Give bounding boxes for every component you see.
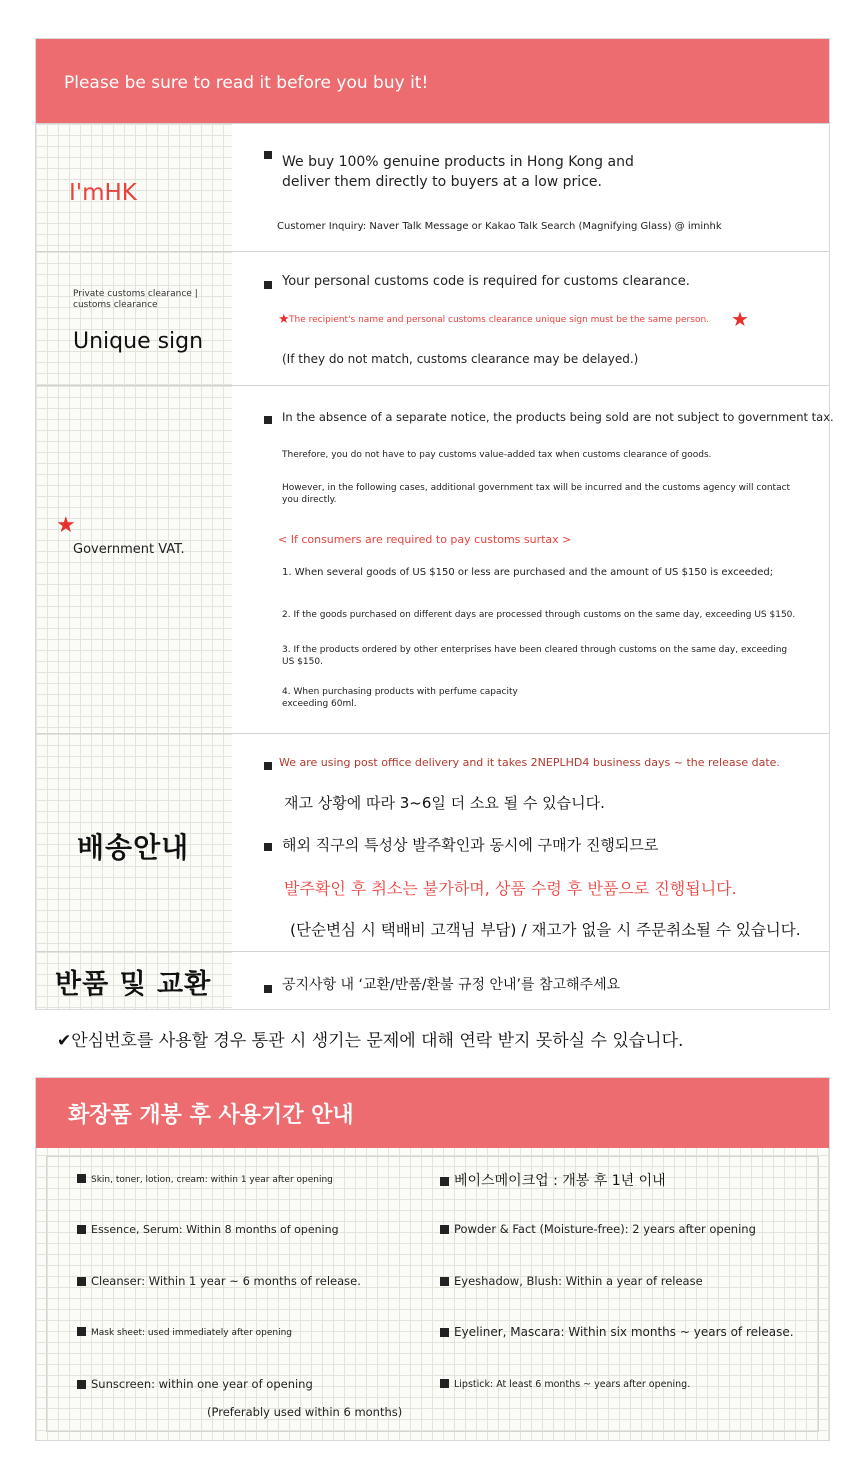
row-delivery-content <box>232 734 829 951</box>
bullet-icon <box>440 1379 449 1388</box>
row-imhk-content <box>232 124 829 251</box>
row-delivery <box>36 733 829 951</box>
shelf-item-label: Powder & Fact (Moisture-free): 2 years after opening <box>454 1222 756 1236</box>
bullet-icon <box>264 416 272 424</box>
row-imhk-label-cell <box>36 124 232 251</box>
customs-small-label-2: customs clearance <box>73 300 158 310</box>
shelf-left-note: (Preferably used within 6 months) <box>207 1405 403 1419</box>
row-unique-label-cell <box>36 252 232 385</box>
customs-small-label-1: Private customs clearance | <box>73 289 198 299</box>
unique-sign-label: Unique sign <box>73 329 204 354</box>
shelf-item-label: 베이스메이크업 : 개봉 후 1년 이내 <box>454 1173 666 1189</box>
star-icon: ★ <box>278 312 290 327</box>
shelf-item-label: Cleanser: Within 1 year ~ 6 months of release. <box>91 1274 361 1288</box>
shelf-item-label: Sunscreen: within one year of opening <box>91 1377 313 1391</box>
vat-line-3a: However, in the following cases, additional government tax will be incurred and the customs agency will contact <box>282 483 791 493</box>
shelf-item-left <box>77 1274 361 1288</box>
bullet-icon <box>440 1177 449 1186</box>
row-imhk <box>36 123 829 251</box>
star-icon: ★ <box>731 307 749 331</box>
shelf-item-right <box>440 1170 666 1190</box>
vat-case-3b: US $150. <box>282 657 323 667</box>
bullet-icon <box>77 1225 86 1234</box>
safe-number-note: ✔안심번호를 사용할 경우 통관 시 생기는 문제에 대해 연락 받지 못하실 수 있습니다. <box>57 1031 684 1051</box>
bullet-icon <box>77 1277 86 1286</box>
delivery-label: 배송안내 <box>77 831 190 864</box>
row-unique-sign <box>36 251 829 385</box>
bullet-icon <box>264 151 272 159</box>
bullet-icon <box>264 281 272 289</box>
row-vat-label-cell <box>36 386 232 733</box>
star-icon: ★ <box>56 513 76 538</box>
shelf-item-right <box>440 1274 703 1288</box>
shelf-item-left <box>77 1174 333 1185</box>
vat-case-3a: 3. If the products ordered by other enterprises have been cleared through customs on the same day, exceeding <box>282 645 788 655</box>
delivery-line-3: 해외 직구의 특성상 발주확인과 동시에 구매가 진행되므로 <box>282 836 659 854</box>
shelf-life-section <box>35 1077 830 1441</box>
shelf-item-label: Eyeshadow, Blush: Within a year of release <box>454 1274 703 1288</box>
shelf-item-right <box>440 1325 794 1339</box>
unique-note: (If they do not match, customs clearance may be delayed.) <box>282 352 639 366</box>
shelf-item-label: Mask sheet: used immediately after opening <box>91 1328 293 1338</box>
delivery-line-1: We are using post office delivery and it takes 2NEPLHD4 business days ~ the release date. <box>279 756 780 769</box>
shelf-item-right <box>440 1379 690 1390</box>
bullet-icon <box>440 1225 449 1234</box>
delivery-line-2: 재고 상황에 따라 3~6일 더 소요 될 수 있습니다. <box>284 794 605 812</box>
shelf-item-left <box>77 1327 292 1338</box>
notice-banner-text: Please be sure to read it before you buy it! <box>64 73 429 93</box>
imhk-label: I'mHK <box>69 180 137 206</box>
bullet-icon <box>440 1277 449 1286</box>
delivery-line-5: (단순변심 시 택배비 고객님 부담) / 재고가 없을 시 주문취소될 수 있습니다. <box>290 921 801 939</box>
vat-line-2: Therefore, you do not have to pay customs value-added tax when customs clearance of goods. <box>282 450 712 460</box>
row-delivery-label-cell <box>36 734 232 951</box>
row-returns <box>36 951 829 1009</box>
vat-case-4a: 4. When purchasing products with perfume capacity <box>282 687 518 697</box>
bullet-icon <box>77 1174 86 1183</box>
notice-section <box>35 38 834 1010</box>
shelf-item-right <box>440 1222 756 1236</box>
imhk-line-2: deliver them directly to buyers at a low price. <box>282 174 602 190</box>
vat-case-1: 1. When several goods of US $150 or less are purchased and the amount of US $150 is exceeded; <box>282 567 774 578</box>
imhk-line-1: We buy 100% genuine products in Hong Kong and <box>282 154 634 170</box>
returns-label: 반품 및 교환 <box>55 969 212 1000</box>
unique-warning: The recipient's name and personal customs clearance unique sign must be the same person. <box>289 315 710 325</box>
shelf-life-list <box>46 1156 819 1432</box>
vat-surtax-heading: < If consumers are required to pay customs surtax > <box>278 533 572 546</box>
shelf-item-label: Lipstick: At least 6 months ~ years after opening. <box>454 1379 691 1390</box>
unique-line-1: Your personal customs code is required for customs clearance. <box>282 274 690 289</box>
bullet-icon <box>264 843 272 851</box>
shelf-life-title: 화장품 개봉 후 사용기간 안내 <box>68 1103 354 1128</box>
row-unique-content <box>232 252 829 385</box>
bullet-icon <box>440 1328 449 1337</box>
shelf-item-left <box>77 1377 313 1391</box>
row-returns-content <box>232 952 829 1009</box>
delivery-line-4: 발주확인 후 취소는 불가하며, 상품 수령 후 반품으로 진행됩니다. <box>284 879 737 898</box>
vat-label: Government VAT. <box>73 542 185 557</box>
vat-line-1: In the absence of a separate notice, the products being sold are not subject to government tax. <box>282 410 834 424</box>
imhk-inquiry: Customer Inquiry: Naver Talk Message or Kakao Talk Search (Magnifying Glass) @ iminhk <box>277 221 722 232</box>
shelf-item-label: Skin, toner, lotion, cream: within 1 year after opening <box>91 1175 333 1185</box>
bullet-icon <box>77 1327 86 1336</box>
customs-small-label <box>73 289 198 311</box>
shelf-item-label: Essence, Serum: Within 8 months of opening <box>91 1223 339 1236</box>
shelf-item-left <box>77 1223 339 1236</box>
row-vat-content <box>232 386 834 733</box>
shelf-life-banner <box>36 1078 829 1148</box>
row-returns-label-cell <box>36 952 232 1009</box>
bullet-icon <box>264 985 272 993</box>
vat-case-2: 2. If the goods purchased on different days are processed through customs on the same day, exceeding US $150. <box>282 610 796 620</box>
shelf-item-label: Eyeliner, Mascara: Within six months ~ years of release. <box>454 1325 794 1339</box>
returns-line-1: 공지사항 내 ‘교환/반품/환불 규정 안내’를 참고해주세요 <box>282 977 621 993</box>
bullet-icon <box>264 762 272 770</box>
row-vat <box>36 385 834 733</box>
vat-case-4b: exceeding 60ml. <box>282 699 357 709</box>
notice-banner <box>36 39 829 123</box>
bullet-icon <box>77 1380 86 1389</box>
vat-line-3b: you directly. <box>282 495 337 505</box>
